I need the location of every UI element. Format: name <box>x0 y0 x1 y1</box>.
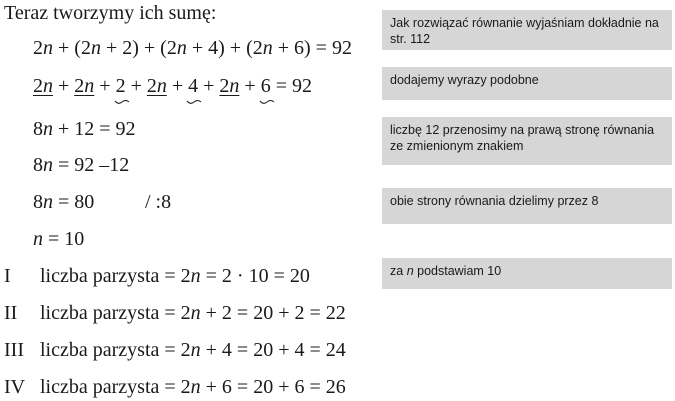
note-divide-8: obie strony równania dzielimy przez 8 <box>382 188 672 224</box>
term-2-wavy: 2 <box>116 74 126 98</box>
result-row <box>4 375 346 399</box>
term-2n-c: 2n <box>146 75 167 97</box>
equation-step-6: n = 10 <box>33 228 85 250</box>
result-text: liczba parzysta = 2n + 2 = 20 + 2 = 22 <box>40 302 346 324</box>
equation-step-4: 8n = 92 –12 <box>33 154 130 176</box>
heading: Teraz tworzymy ich sumę: <box>4 2 217 24</box>
roman-numeral: II <box>4 302 18 324</box>
plus-sign: + <box>239 75 261 97</box>
result-text: liczba parzysta = 2n + 4 = 20 + 4 = 24 <box>40 339 346 361</box>
result-row <box>4 264 310 288</box>
term-2n-a: 2n <box>33 75 53 97</box>
roman-numeral: I <box>4 265 11 287</box>
equation-step-2 <box>33 74 312 98</box>
result-text: liczba parzysta = 2n = 2 · 10 = 20 <box>40 265 310 287</box>
roman-numeral: III <box>4 339 24 361</box>
note-variable: n <box>406 264 414 278</box>
result-row <box>4 301 346 325</box>
equation-step-5: 8n = 80 <box>33 191 95 213</box>
note-substitute <box>382 258 672 289</box>
note-move-12: liczbę 12 przenosimy na prawą stronę równania ze zmienionym znakiem <box>382 117 672 165</box>
result-row <box>4 338 346 362</box>
term-2n-d: 2n <box>219 75 240 97</box>
roman-numeral: IV <box>4 376 26 398</box>
plus-sign: + <box>94 75 116 97</box>
wavy-underline-icon <box>187 99 201 105</box>
plus-sign: + <box>198 75 220 97</box>
equation-step-3: 8n + 12 = 92 <box>33 118 136 140</box>
plus-sign: + <box>53 75 75 97</box>
division-operation: / :8 <box>145 191 172 213</box>
equation-rhs: = 92 <box>270 75 312 97</box>
note-text: za <box>390 264 407 278</box>
wavy-underline-icon <box>260 99 274 105</box>
term-4-wavy: 4 <box>188 74 198 98</box>
wavy-underline-icon <box>115 99 129 105</box>
note-text: podstawiam 10 <box>413 264 502 278</box>
plus-sign: + <box>125 75 147 97</box>
plus-sign: + <box>166 75 189 97</box>
equation-step-1: 2n + (2n + 2) + (2n + 4) + (2n + 6) = 92 <box>33 37 352 59</box>
term-2n-b: 2n <box>74 75 95 97</box>
note-explanation: Jak rozwiązać równanie wyjaśniam dokładnie na str. 112 <box>382 10 672 50</box>
note-like-terms: dodajemy wyrazy podobne <box>382 67 672 100</box>
result-text: liczba parzysta = 2n + 6 = 20 + 6 = 26 <box>40 376 346 398</box>
term-6-wavy: 6 <box>261 74 271 98</box>
